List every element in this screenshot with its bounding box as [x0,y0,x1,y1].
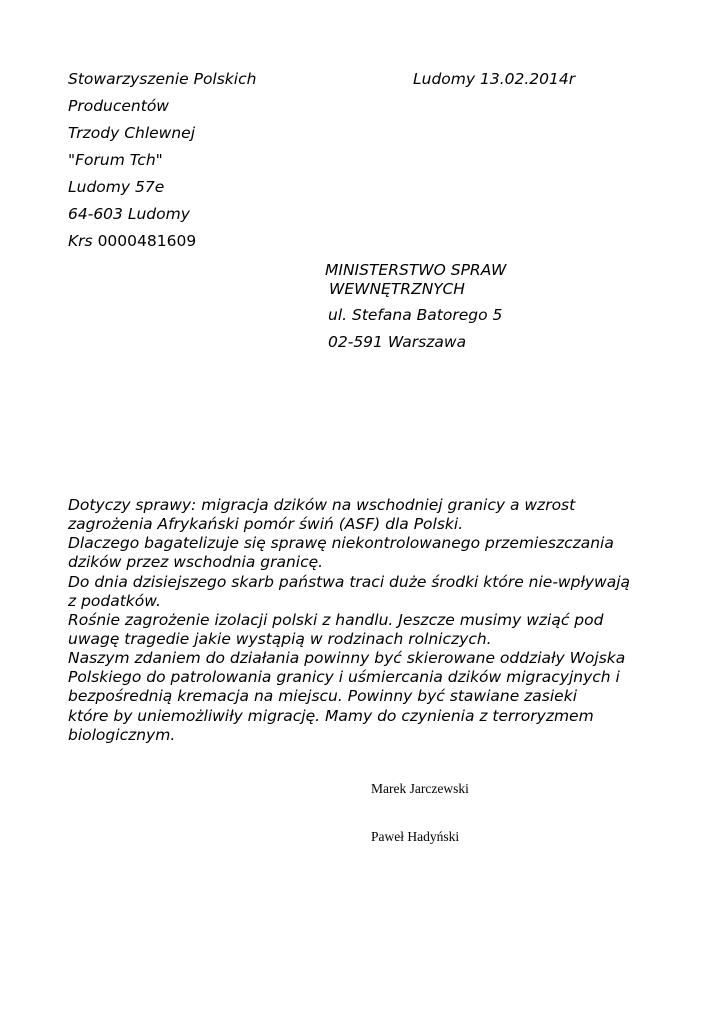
body-line: Dotyczy sprawy: migracja dzików na wschodniej granicy a wzrost [68,496,576,514]
krs-label: Krs [68,232,93,250]
recipient-line-1: MINISTERSTWO SPRAW [325,261,507,279]
body-line: uwagę tragedie jakie wystąpią w rodzinach rolniczych. [68,630,492,648]
sender-line-2: Producentów [68,97,169,115]
recipient-line-4: 02-591 Warszawa [328,333,467,351]
recipient-line-2: WEWNĘTRZNYCH [329,280,465,298]
body-line: bezpośrednią kremacja na miejscu. Powinny być stawiane zasieki [68,687,577,705]
body-line: biologicznym. [68,726,176,744]
recipient-line-3: ul. Stefana Batorego 5 [328,306,503,324]
body-line: Naszym zdaniem do działania powinny być skierowane oddziały Wojska [68,649,626,667]
signature-name-1: Marek Jarczewski [371,781,469,796]
body-line: Rośnie zagrożenie izolacji polski z handlu. Jeszcze musimy wziąć pod [68,611,604,629]
body-line: które by uniemożliwiły migrację. Mamy do czynienia z terroryzmem [68,707,594,725]
sender-line-4: "Forum Tch" [68,151,163,169]
place-date: Ludomy 13.02.2014r [413,70,576,88]
sender-line-6: 64-603 Ludomy [68,205,190,223]
sender-line-5: Ludomy 57e [68,178,165,196]
sender-line-1: Stowarzyszenie Polskich [68,70,257,88]
sender-krs [68,232,196,251]
body-line: Dlaczego bagatelizuje się sprawę niekontrolowanego przemieszczania [68,534,614,552]
body-line: dzików przez wschodnia granicę. [68,553,324,571]
body-line: z podatków. [68,592,161,610]
body-line: Do dnia dzisiejszego skarb państwa traci duże środki które nie-wpływają [68,573,631,591]
sender-line-3: Trzody Chlewnej [68,124,196,142]
body-line: zagrożenia Afrykański pomór świń (ASF) dla Polski. [68,515,464,533]
body-line: Polskiego do patrolowania granicy i uśmiercania dzików migracyjnych i [68,668,620,686]
signature-name-2: Paweł Hadyński [371,829,460,844]
krs-number: 0000481609 [97,232,197,250]
